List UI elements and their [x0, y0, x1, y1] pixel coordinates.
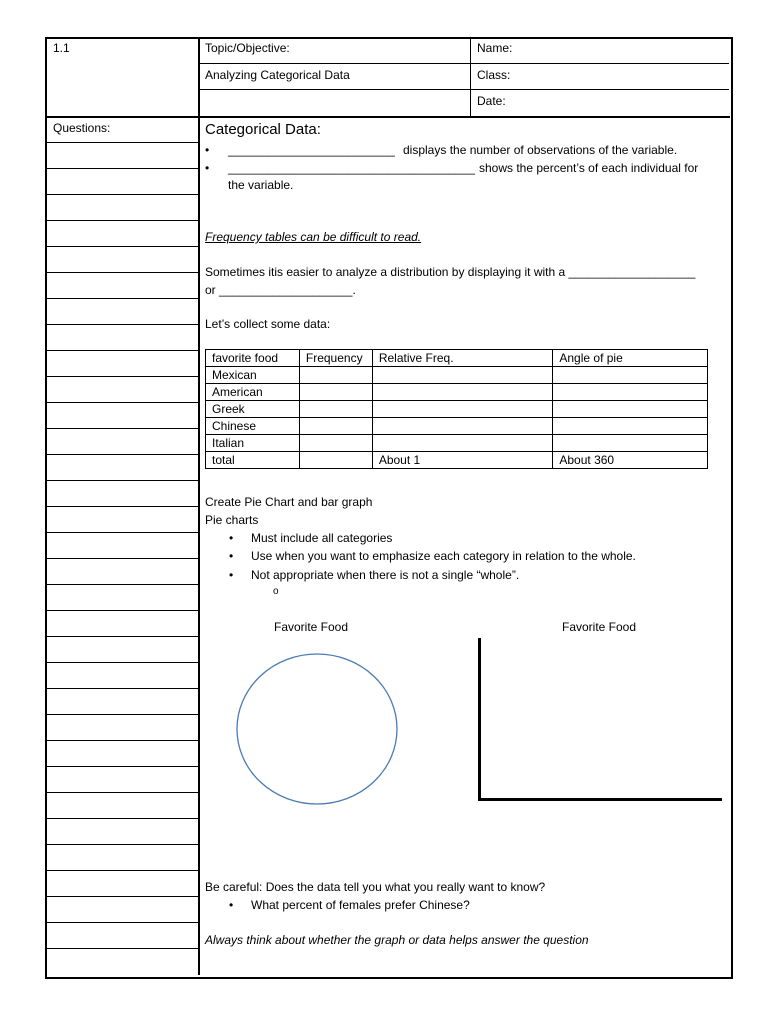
- question-line: [46, 298, 198, 299]
- table-cell: [553, 384, 708, 401]
- categorical-heading: Categorical Data:: [205, 121, 321, 138]
- table-cell: [372, 367, 553, 384]
- class-label: Class:: [477, 68, 511, 82]
- sometimes-line-2: or ____________________.: [205, 283, 356, 297]
- table-cell: [299, 452, 372, 469]
- pie-bullet-3: Not appropriate when there is not a single “whole”.: [251, 568, 520, 582]
- table-row: [206, 367, 708, 384]
- question-line: [46, 428, 198, 429]
- pie-chart-title: Favorite Food: [274, 620, 349, 634]
- question-line: [46, 454, 198, 455]
- table-header-cell: favorite food: [206, 350, 300, 367]
- header-row-line-2: [199, 89, 729, 90]
- frequency-table: [205, 349, 708, 469]
- topic-value: Analyzing Categorical Data: [205, 68, 350, 82]
- table-header-cell: Angle of pie: [553, 350, 708, 367]
- question-line: [46, 896, 198, 897]
- pie-circle: [237, 654, 397, 804]
- pie-bullet-2: Use when you want to emphasize each category in relation to the whole.: [251, 549, 636, 563]
- table-cell: [553, 435, 708, 452]
- always-think-text: Always think about whether the graph or data helps answer the question: [205, 933, 589, 947]
- sometimes-line-1: Sometimes itis easier to analyze a distribution by displaying it with a ___________________: [205, 265, 696, 279]
- table-cell: About 1: [372, 452, 553, 469]
- table-cell: [553, 401, 708, 418]
- question-line: [46, 558, 198, 559]
- question-line: [46, 194, 198, 195]
- table-row: [206, 452, 708, 469]
- pie-charts-label: Pie charts: [205, 513, 259, 527]
- question-line: [46, 818, 198, 819]
- question-line: [46, 142, 198, 143]
- question-line: [46, 740, 198, 741]
- bullet-dot: •: [205, 161, 210, 175]
- question-line: [46, 792, 198, 793]
- table-cell: [299, 401, 372, 418]
- header-bottom-line: [46, 116, 730, 118]
- bar-graph-y-axis: [478, 638, 481, 801]
- date-label: Date:: [477, 94, 506, 108]
- header-row-line-1: [199, 63, 729, 64]
- question-line: [46, 168, 198, 169]
- question-line: [46, 636, 198, 637]
- question-line: [46, 376, 198, 377]
- bullet-dot: •: [229, 549, 234, 563]
- question-line: [46, 532, 198, 533]
- table-cell: [553, 418, 708, 435]
- table-cell: [372, 384, 553, 401]
- section-number: 1.1: [53, 41, 70, 55]
- pie-chart-blank: [230, 650, 405, 810]
- table-header-cell: Relative Freq.: [372, 350, 553, 367]
- question-line: [46, 766, 198, 767]
- question-line: [46, 714, 198, 715]
- table-cell: Italian: [206, 435, 300, 452]
- table-cell: [553, 367, 708, 384]
- table-cell: [299, 435, 372, 452]
- bullet-dot: •: [229, 531, 234, 545]
- table-cell: Mexican: [206, 367, 300, 384]
- question-line: [46, 948, 198, 949]
- bar-chart-title: Favorite Food: [562, 620, 637, 634]
- bullet1-text: displays the number of observations of the variable.: [403, 143, 678, 157]
- table-row: [206, 401, 708, 418]
- table-header-row: [206, 350, 708, 367]
- blank-1: _________________________: [228, 143, 395, 157]
- header-divider-1: [198, 38, 200, 975]
- table-cell: American: [206, 384, 300, 401]
- table-cell: [372, 418, 553, 435]
- be-careful-text: Be careful: Does the data tell you what you really want to know?: [205, 880, 546, 894]
- bullet2-text: shows the percent’s of each individual for: [479, 161, 699, 175]
- table-row: [206, 384, 708, 401]
- table-cell: About 360: [553, 452, 708, 469]
- table-cell: [372, 401, 553, 418]
- question-line: [46, 610, 198, 611]
- create-charts-text: Create Pie Chart and bar graph: [205, 495, 373, 509]
- careful-bullet: What percent of females prefer Chinese?: [251, 898, 470, 912]
- name-label: Name:: [477, 41, 513, 55]
- question-line: [46, 922, 198, 923]
- table-header-cell: Frequency: [299, 350, 372, 367]
- topic-label: Topic/Objective:: [205, 41, 290, 55]
- question-line: [46, 844, 198, 845]
- table-cell: [299, 367, 372, 384]
- bullet-dot: •: [229, 568, 234, 582]
- bullet-dot: •: [205, 143, 210, 157]
- question-line: [46, 688, 198, 689]
- table-cell: [372, 435, 553, 452]
- table-cell: [299, 418, 372, 435]
- question-line: [46, 350, 198, 351]
- table-row: [206, 418, 708, 435]
- question-line: [46, 220, 198, 221]
- table-cell: Greek: [206, 401, 300, 418]
- table-row: [206, 435, 708, 452]
- table-cell: total: [206, 452, 300, 469]
- bar-graph-x-axis: [478, 798, 722, 801]
- pie-bullet-1: Must include all categories: [251, 531, 393, 545]
- question-line: [46, 324, 198, 325]
- frequency-note: Frequency tables can be difficult to read.: [205, 230, 422, 244]
- question-line: [46, 480, 198, 481]
- question-line: [46, 662, 198, 663]
- question-line: [46, 584, 198, 585]
- bullet-dot: •: [229, 898, 234, 912]
- table-cell: [299, 384, 372, 401]
- sub-bullet: o: [273, 586, 279, 597]
- question-line: [46, 402, 198, 403]
- bullet2-continuation: the variable.: [228, 178, 294, 192]
- question-line: [46, 506, 198, 507]
- question-line: [46, 272, 198, 273]
- questions-label: Questions:: [53, 121, 111, 135]
- blank-2: _____________________________________: [228, 161, 475, 175]
- table-cell: Chinese: [206, 418, 300, 435]
- header-divider-2: [470, 38, 471, 117]
- question-line: [46, 246, 198, 247]
- question-line: [46, 870, 198, 871]
- collect-data-text: Let’s collect some data:: [205, 317, 331, 331]
- page-frame: [45, 37, 733, 979]
